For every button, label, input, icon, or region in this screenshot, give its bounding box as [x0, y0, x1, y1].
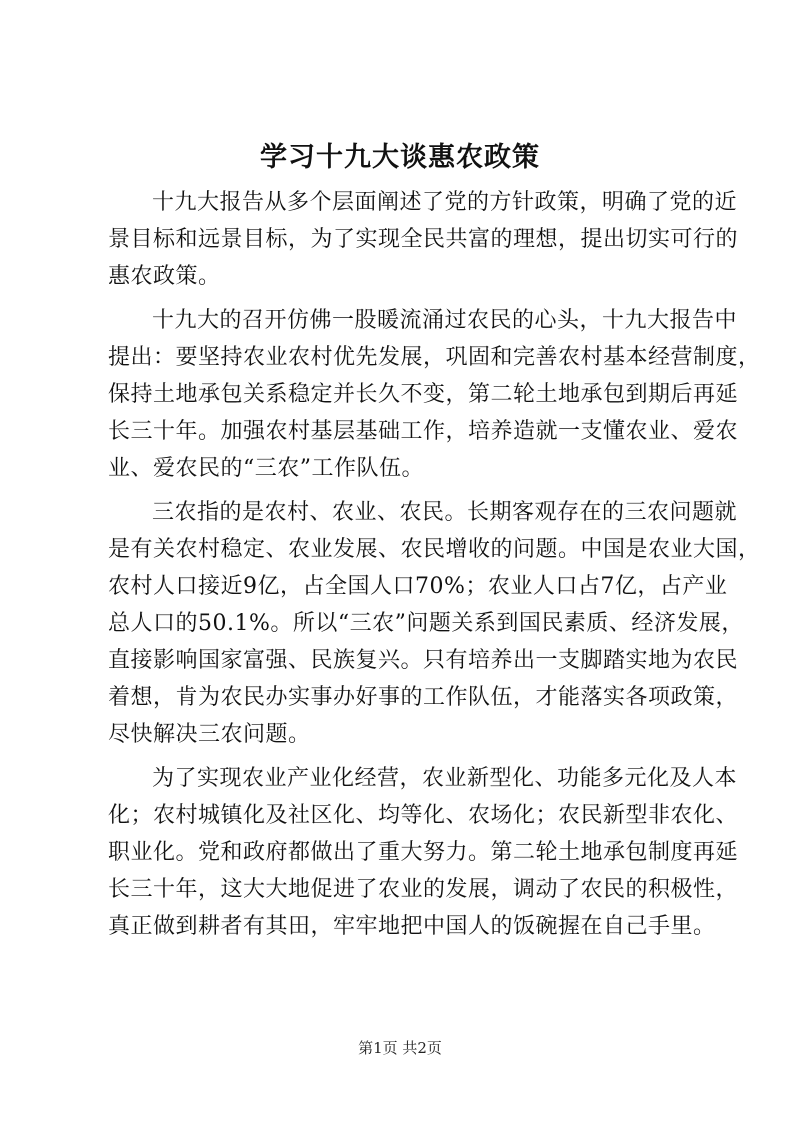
- paragraph-line: 长三十年。加强农村基层基础工作，培养造就一支懂农业、爱农: [108, 419, 739, 444]
- document-title: 学习十九大谈惠农政策: [260, 142, 540, 173]
- paragraph-1: [108, 184, 739, 295]
- paragraph-line: 尽快解决三农问题。: [108, 722, 311, 747]
- paragraph-line: 真正做到耕者有其田，牢牢地把中国人的饭碗握在自己手里。: [108, 914, 716, 939]
- document-body: [108, 184, 761, 952]
- paragraph-line: 惠农政策。: [108, 264, 221, 289]
- paragraph-line: 是有关农村稳定、农业发展、农民增收的问题。中国是农业大国，: [108, 537, 761, 562]
- paragraph-line: 为了实现农业产业化经营，农业新型化、功能多元化及人本: [152, 766, 738, 791]
- paragraph-line: 业、爱农民的“三农”工作队伍。: [108, 456, 424, 481]
- paragraph-line: 十九大报告从多个层面阐述了党的方针政策，明确了党的近: [152, 190, 738, 215]
- paragraph-2: [108, 302, 761, 487]
- paragraph-line: 职业化。党和政府都做出了重大努力。第二轮土地承包制度再延: [108, 840, 739, 865]
- paragraph-line: 十九大的召开仿佛一股暖流涌过农民的心头，十九大报告中: [152, 308, 738, 333]
- paragraph-line: 景目标和远景目标，为了实现全民共富的理想，提出切实可行的: [108, 227, 739, 252]
- paragraph-line: 直接影响国家富强、民族复兴。只有培养出一支脚踏实地为农民: [108, 648, 739, 673]
- page-number-footer: 第1页 共2页: [358, 1039, 442, 1057]
- paragraph-line: 总人口的50.1%。所以“三农”问题关系到国民素质、经济发展，: [108, 611, 744, 636]
- paragraph-line: 化；农村城镇化及社区化、均等化、农场化；农民新型非农化、: [108, 803, 739, 828]
- paragraph-line: 保持土地承包关系稳定并长久不变，第二轮土地承包到期后再延: [108, 382, 739, 407]
- paragraph-line: 长三十年，这大大地促进了农业的发展，调动了农民的积极性，: [108, 877, 739, 902]
- paragraph-3: [108, 494, 761, 753]
- paragraph-line: 三农指的是农村、农业、农民。长期客观存在的三农问题就: [152, 500, 738, 525]
- paragraph-4: [108, 760, 739, 945]
- paragraph-line: 农村人口接近9亿，占全国人口70%；农业人口占7亿，占产业: [108, 574, 728, 599]
- paragraph-line: 着想，肯为农民办实事办好事的工作队伍，才能落实各项政策，: [108, 685, 739, 710]
- paragraph-line: 提出：要坚持农业农村优先发展，巩固和完善农村基本经营制度，: [108, 345, 761, 370]
